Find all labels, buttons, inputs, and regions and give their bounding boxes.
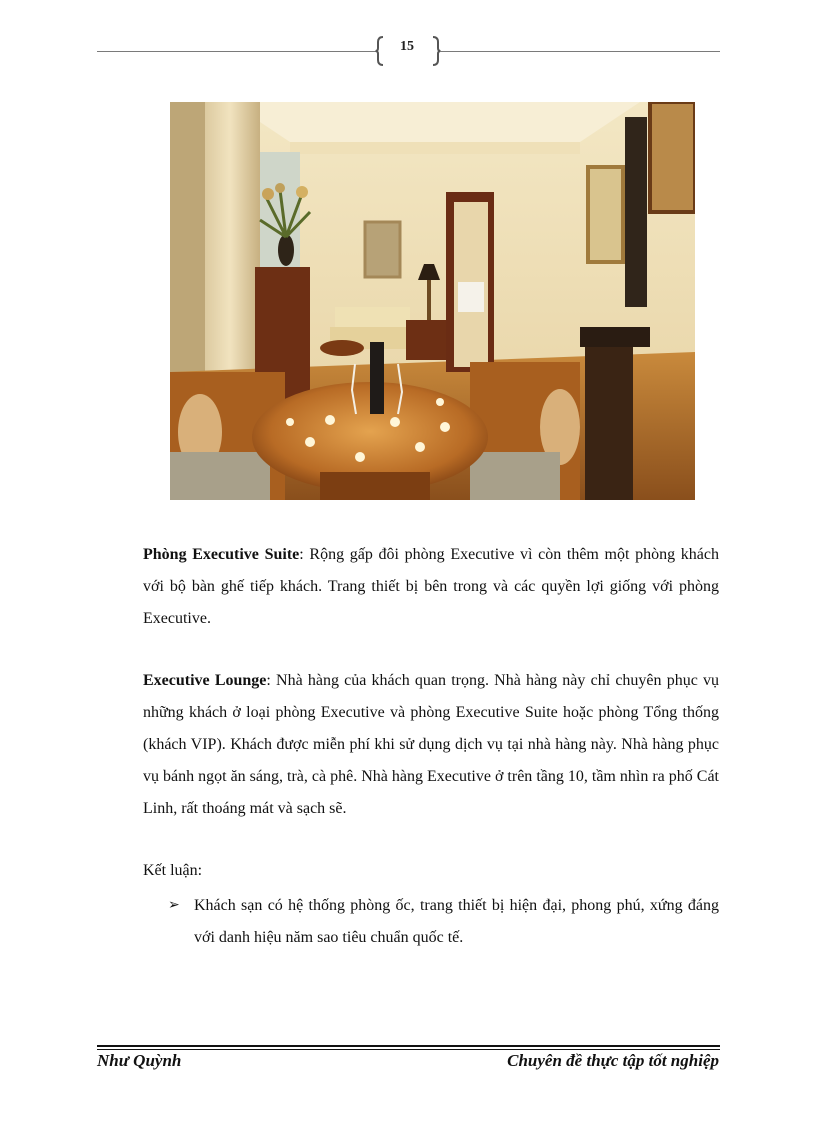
header-rule-right: [440, 51, 720, 52]
arrow-bullet-icon: ➢: [168, 898, 180, 913]
footer-title: Chuyên đề thực tập tốt nghiệp: [507, 1051, 719, 1070]
suite-photo: [170, 102, 695, 500]
term-executive-lounge: Executive Lounge: [143, 672, 267, 689]
executive-suite-description: : Rộng gấp đôi phòng Executive vì còn thêm một phòng khách với bộ bàn ghế tiếp khách. Trang thiết bị bên trong và các quyền lợi giống với phòng Executive.: [143, 546, 720, 627]
paragraph-executive-suite: [143, 539, 719, 635]
footer-rule-thin: [97, 1049, 720, 1050]
paragraph-executive-lounge: [143, 665, 719, 825]
conclusion-heading: Kết luận:: [143, 862, 203, 879]
footer-author: Như Quỳnh: [97, 1051, 182, 1070]
term-executive-suite: Phòng Executive Suite: [143, 546, 300, 563]
conclusion-bullet-text: Khách sạn có hệ thống phòng ốc, trang thiết bị hiện đại, phong phú, xứng đáng với danh hiệu năm sao tiêu chuẩn quốc tế.: [194, 897, 719, 946]
footer-rule-thick: [97, 1045, 720, 1047]
page-number: 15: [400, 39, 414, 54]
executive-lounge-description: : Nhà hàng của khách quan trọng. Nhà hàng này chỉ chuyên phục vụ những khách ở loại phòng Executive và phòng Executive Suite hoặc phòng Tổng thống (khách VIP). Khách được miễn phí khi sử dụng dịch vụ tại nhà hàng này. Nhà hàng phục vụ bánh ngọt ăn sáng, trà, cà phê. Nhà hàng Executive ở trên tầng 10, tầm nhìn ra phố Cát Linh, rất thoáng mát và sạch sẽ.: [143, 672, 719, 817]
header-rule-left: [97, 51, 377, 52]
left-bracket-ornament: [375, 36, 385, 66]
conclusion-bullet: [168, 890, 719, 954]
